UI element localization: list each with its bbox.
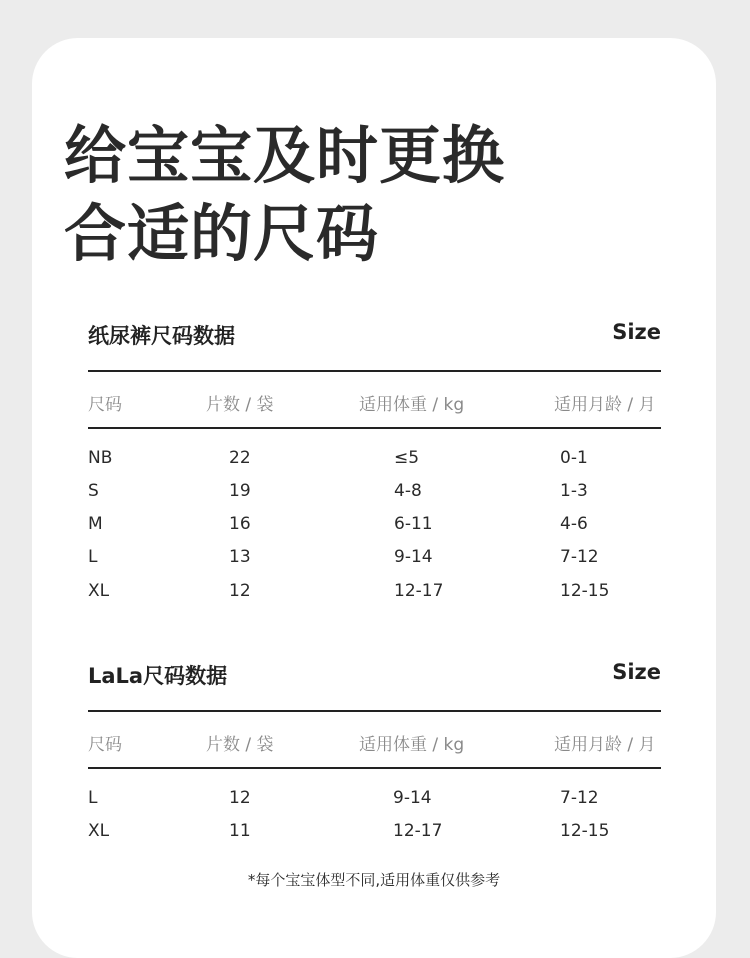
column-header-age: 适用月龄 / 月 [554,395,656,415]
cell-count: 11 [229,821,251,841]
cell-age: 4-6 [560,514,588,534]
cell-count: 19 [229,481,251,501]
cell-weight: 12-17 [393,821,443,841]
cell-size: M [88,514,103,534]
table-title-lala: LaLa尺码数据 [88,664,228,688]
table-top-rule [88,370,661,372]
cell-size: L [88,788,98,808]
table-header-rule [88,427,661,429]
content-card [32,38,716,958]
column-header-weight: 适用体重 / kg [359,735,465,755]
column-header-size: 尺码 [88,735,122,755]
cell-age: 1-3 [560,481,588,501]
column-header-size: 尺码 [88,395,122,415]
cell-age: 7-12 [560,547,599,567]
table-title-diaper: 纸尿裤尺码数据 [88,324,235,348]
cell-count: 12 [229,581,251,601]
table-header-rule [88,767,661,769]
column-header-count: 片数 / 袋 [206,395,274,415]
column-header-count: 片数 / 袋 [206,735,274,755]
cell-count: 12 [229,788,251,808]
cell-age: 12-15 [560,581,610,601]
cell-age: 7-12 [560,788,599,808]
table-size-label: Size [612,660,661,684]
cell-weight: ≤5 [394,448,420,468]
headline-line-1: 给宝宝及时更换 [64,119,506,192]
cell-age: 12-15 [560,821,610,841]
cell-count: 22 [229,448,251,468]
footnote: *每个宝宝体型不同,适用体重仅供参考 [247,871,501,889]
cell-weight: 4-8 [394,481,422,501]
cell-size: XL [88,581,110,601]
cell-size: XL [88,821,110,841]
cell-count: 16 [229,514,251,534]
headline-line-2: 合适的尺码 [64,197,380,270]
cell-weight: 12-17 [394,581,444,601]
cell-size: L [88,547,98,567]
cell-size: NB [88,448,113,468]
table-top-rule [88,710,661,712]
cell-weight: 6-11 [394,514,433,534]
column-header-age: 适用月龄 / 月 [554,735,656,755]
headline [64,117,505,273]
cell-size: S [88,481,99,501]
cell-weight: 9-14 [393,788,432,808]
cell-count: 13 [229,547,251,567]
table-size-label: Size [612,320,661,344]
cell-weight: 9-14 [394,547,433,567]
column-header-weight: 适用体重 / kg [359,395,465,415]
cell-age: 0-1 [560,448,588,468]
